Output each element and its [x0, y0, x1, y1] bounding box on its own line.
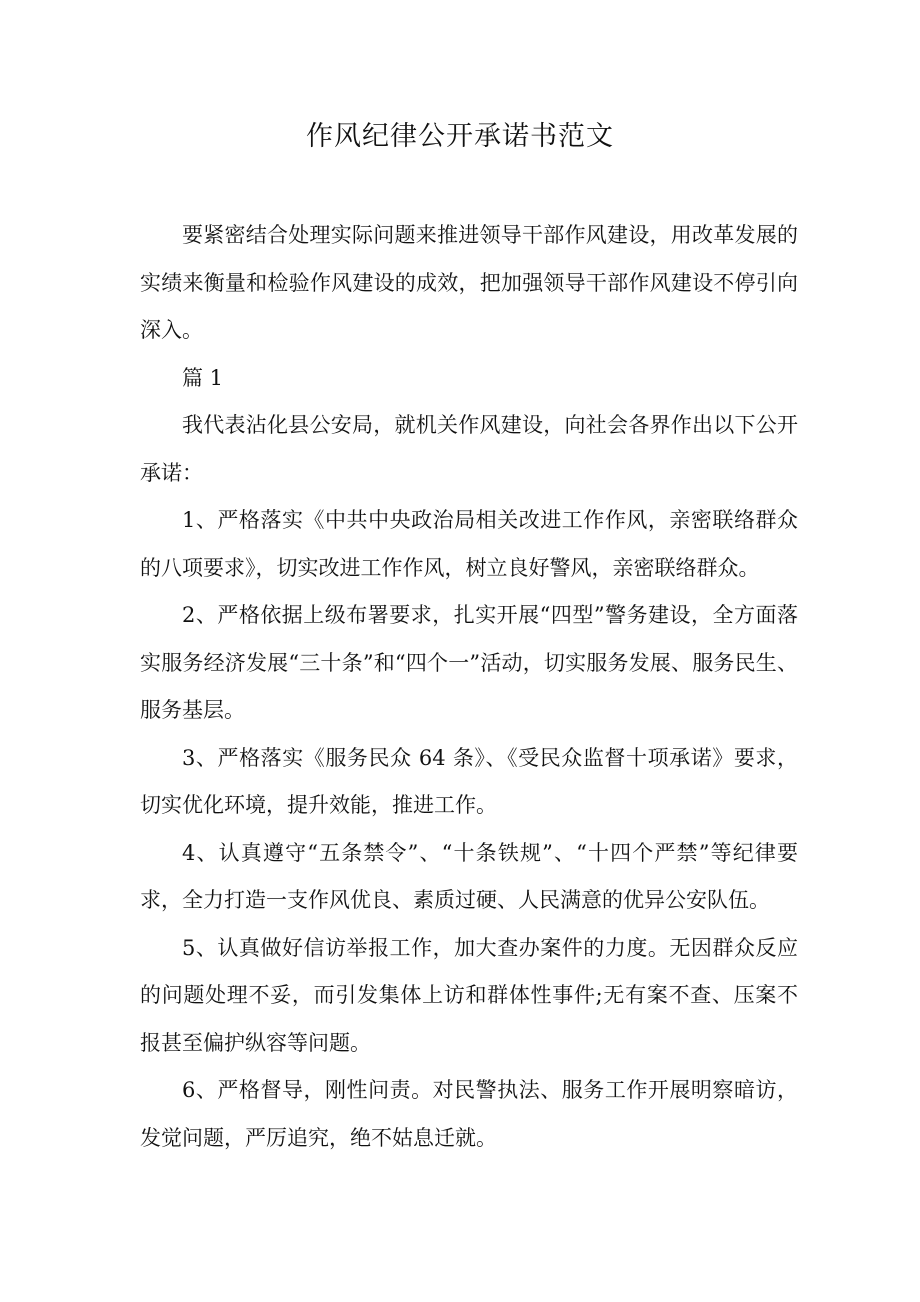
document-title: 作风纪律公开承诺书范文 [306, 121, 614, 152]
paragraph-item-4: 4、认真遵守“五条禁令”、“十条铁规”、“十四个严禁”等纪律要求，全力打造一支作风优良、素质过硬、人民满意的优异公安队伍。 [140, 840, 798, 912]
paragraph-item-2: 2、严格依据上级布署要求，扎实开展“四型”警务建设，全方面落实服务经济发展“三十条”和“四个一”活动，切实服务发展、服务民生、服务基层。 [140, 603, 798, 722]
paragraph-commitment-preface: 我代表沾化县公安局，就机关作风建设，向社会各界作出以下公开承诺： [140, 413, 798, 485]
paragraph-item-3: 3、严格落实《服务民众 64 条》、《受民众监督十项承诺》要求，切实优化环境，提升效能，推进工作。 [140, 745, 798, 817]
paragraph-item-5: 5、认真做好信访举报工作，加大查办案件的力度。无因群众反应的问题处理不妥，而引发集体上访和群体性事件;无有案不查、压案不报甚至偏护纵容等问题。 [140, 935, 798, 1055]
paragraph-section-label: 篇 1 [182, 365, 224, 390]
paragraph-item-6: 6、严格督导，刚性问责。对民警执法、服务工作开展明察暗访，发觉问题，严厉追究，绝不姑息迁就。 [140, 1078, 798, 1150]
paragraph-intro: 要紧密结合处理实际问题来推进领导干部作风建设，用改革发展的实绩来衡量和检验作风建设的成效，把加强领导干部作风建设不停引向深入。 [140, 223, 798, 342]
document-body [140, 212, 798, 1162]
paragraph-item-1: 1、严格落实《中共中央政治局相关改进工作作风，亲密联络群众的八项要求》，切实改进工作作风，树立良好警风，亲密联络群众。 [140, 508, 798, 580]
